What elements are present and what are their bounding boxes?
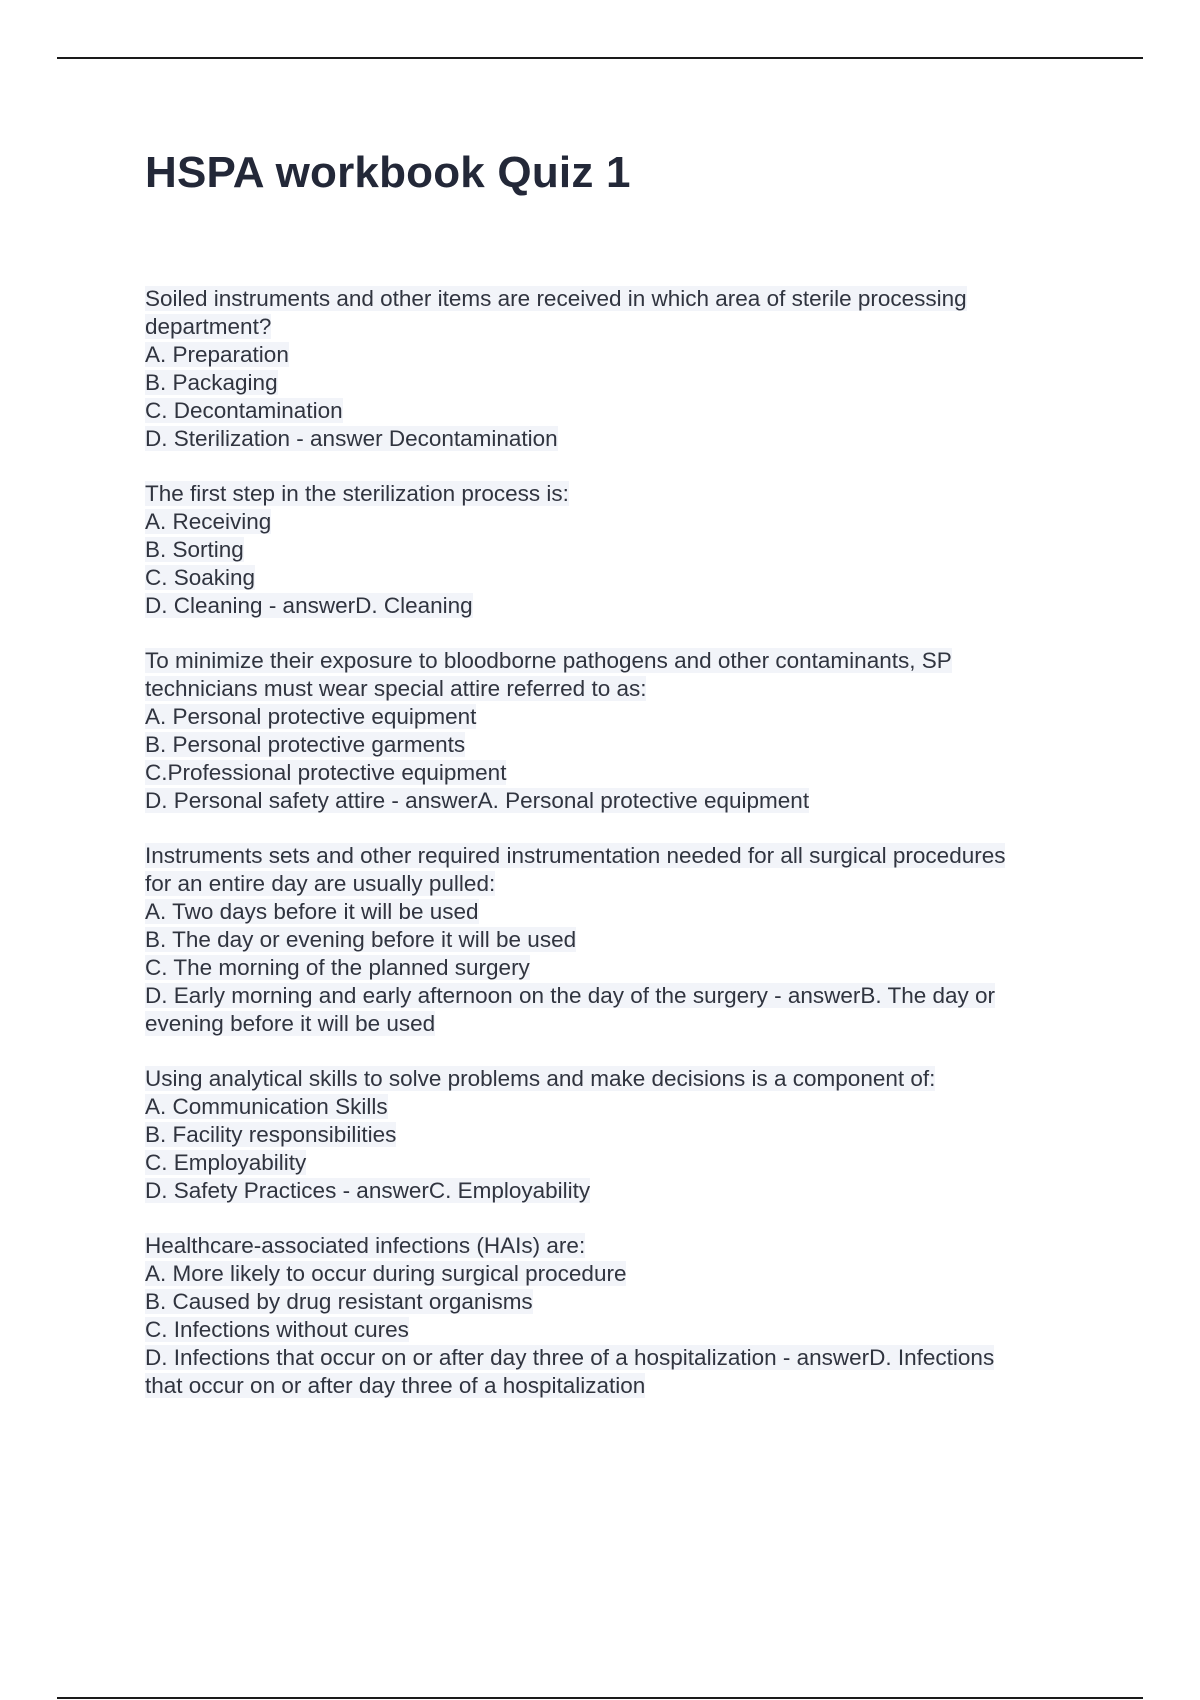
question-block-5 <box>145 1065 1075 1205</box>
answer-option: A. Personal protective equipment <box>145 704 477 729</box>
answer-option: B. Personal protective garments <box>145 732 466 757</box>
question-text-line: Instruments sets and other required instrumentation needed for all surgical procedures <box>145 843 1006 868</box>
bottom-rule <box>57 1697 1143 1699</box>
answer-option-with-key: D. Infections that occur on or after day three of a hospitalization - answerD. Infections <box>145 1345 995 1370</box>
question-text-line: technicians must wear special attire referred to as: <box>145 676 647 701</box>
answer-option: A. Preparation <box>145 342 289 367</box>
answer-option: B. The day or evening before it will be used <box>145 927 577 952</box>
answer-option: B. Caused by drug resistant organisms <box>145 1289 533 1314</box>
answer-option: C.Professional protective equipment <box>145 760 507 785</box>
question-text-line: To minimize their exposure to bloodborne pathogens and other contaminants, SP <box>145 648 952 673</box>
answer-option: B. Packaging <box>145 370 278 395</box>
answer-option: C. Infections without cures <box>145 1317 409 1342</box>
answer-option: A. More likely to occur during surgical procedure <box>145 1261 627 1286</box>
answer-option-with-key: D. Safety Practices - answerC. Employability <box>145 1178 591 1203</box>
answer-option: C. Soaking <box>145 565 256 590</box>
question-block-3 <box>145 647 1075 815</box>
question-text-line: Using analytical skills to solve problems and make decisions is a component of: <box>145 1066 936 1091</box>
question-text-line: The first step in the sterilization process is: <box>145 481 569 506</box>
question-text-line: for an entire day are usually pulled: <box>145 871 496 896</box>
answer-option: B. Sorting <box>145 537 244 562</box>
answer-option-with-key: D. Cleaning - answerD. Cleaning <box>145 593 473 618</box>
answer-option: A. Two days before it will be used <box>145 899 479 924</box>
question-list <box>145 285 1075 1427</box>
answer-option: A. Communication Skills <box>145 1094 388 1119</box>
question-text-line: department? <box>145 314 272 339</box>
answer-option: C. Decontamination <box>145 398 343 423</box>
question-block-6 <box>145 1232 1075 1400</box>
answer-option: C. The morning of the planned surgery <box>145 955 530 980</box>
answer-key-continuation: that occur on or after day three of a hospitalization <box>145 1373 646 1398</box>
answer-option: B. Facility responsibilities <box>145 1122 397 1147</box>
question-block-2 <box>145 480 1075 620</box>
answer-option: A. Receiving <box>145 509 272 534</box>
question-block-4 <box>145 842 1075 1038</box>
question-text-line: Healthcare-associated infections (HAIs) are: <box>145 1233 586 1258</box>
answer-option-with-key: D. Personal safety attire - answerA. Personal protective equipment <box>145 788 810 813</box>
answer-option: C. Employability <box>145 1150 307 1175</box>
question-block-1 <box>145 285 1075 453</box>
top-rule <box>57 57 1143 59</box>
document-title: HSPA workbook Quiz 1 <box>145 148 631 197</box>
question-text-line: Soiled instruments and other items are received in which area of sterile processing <box>145 286 967 311</box>
answer-option-with-key: D. Early morning and early afternoon on the day of the surgery - answerB. The day or <box>145 983 996 1008</box>
answer-key-continuation: evening before it will be used <box>145 1011 436 1036</box>
answer-option-with-key: D. Sterilization - answer Decontamination <box>145 426 558 451</box>
